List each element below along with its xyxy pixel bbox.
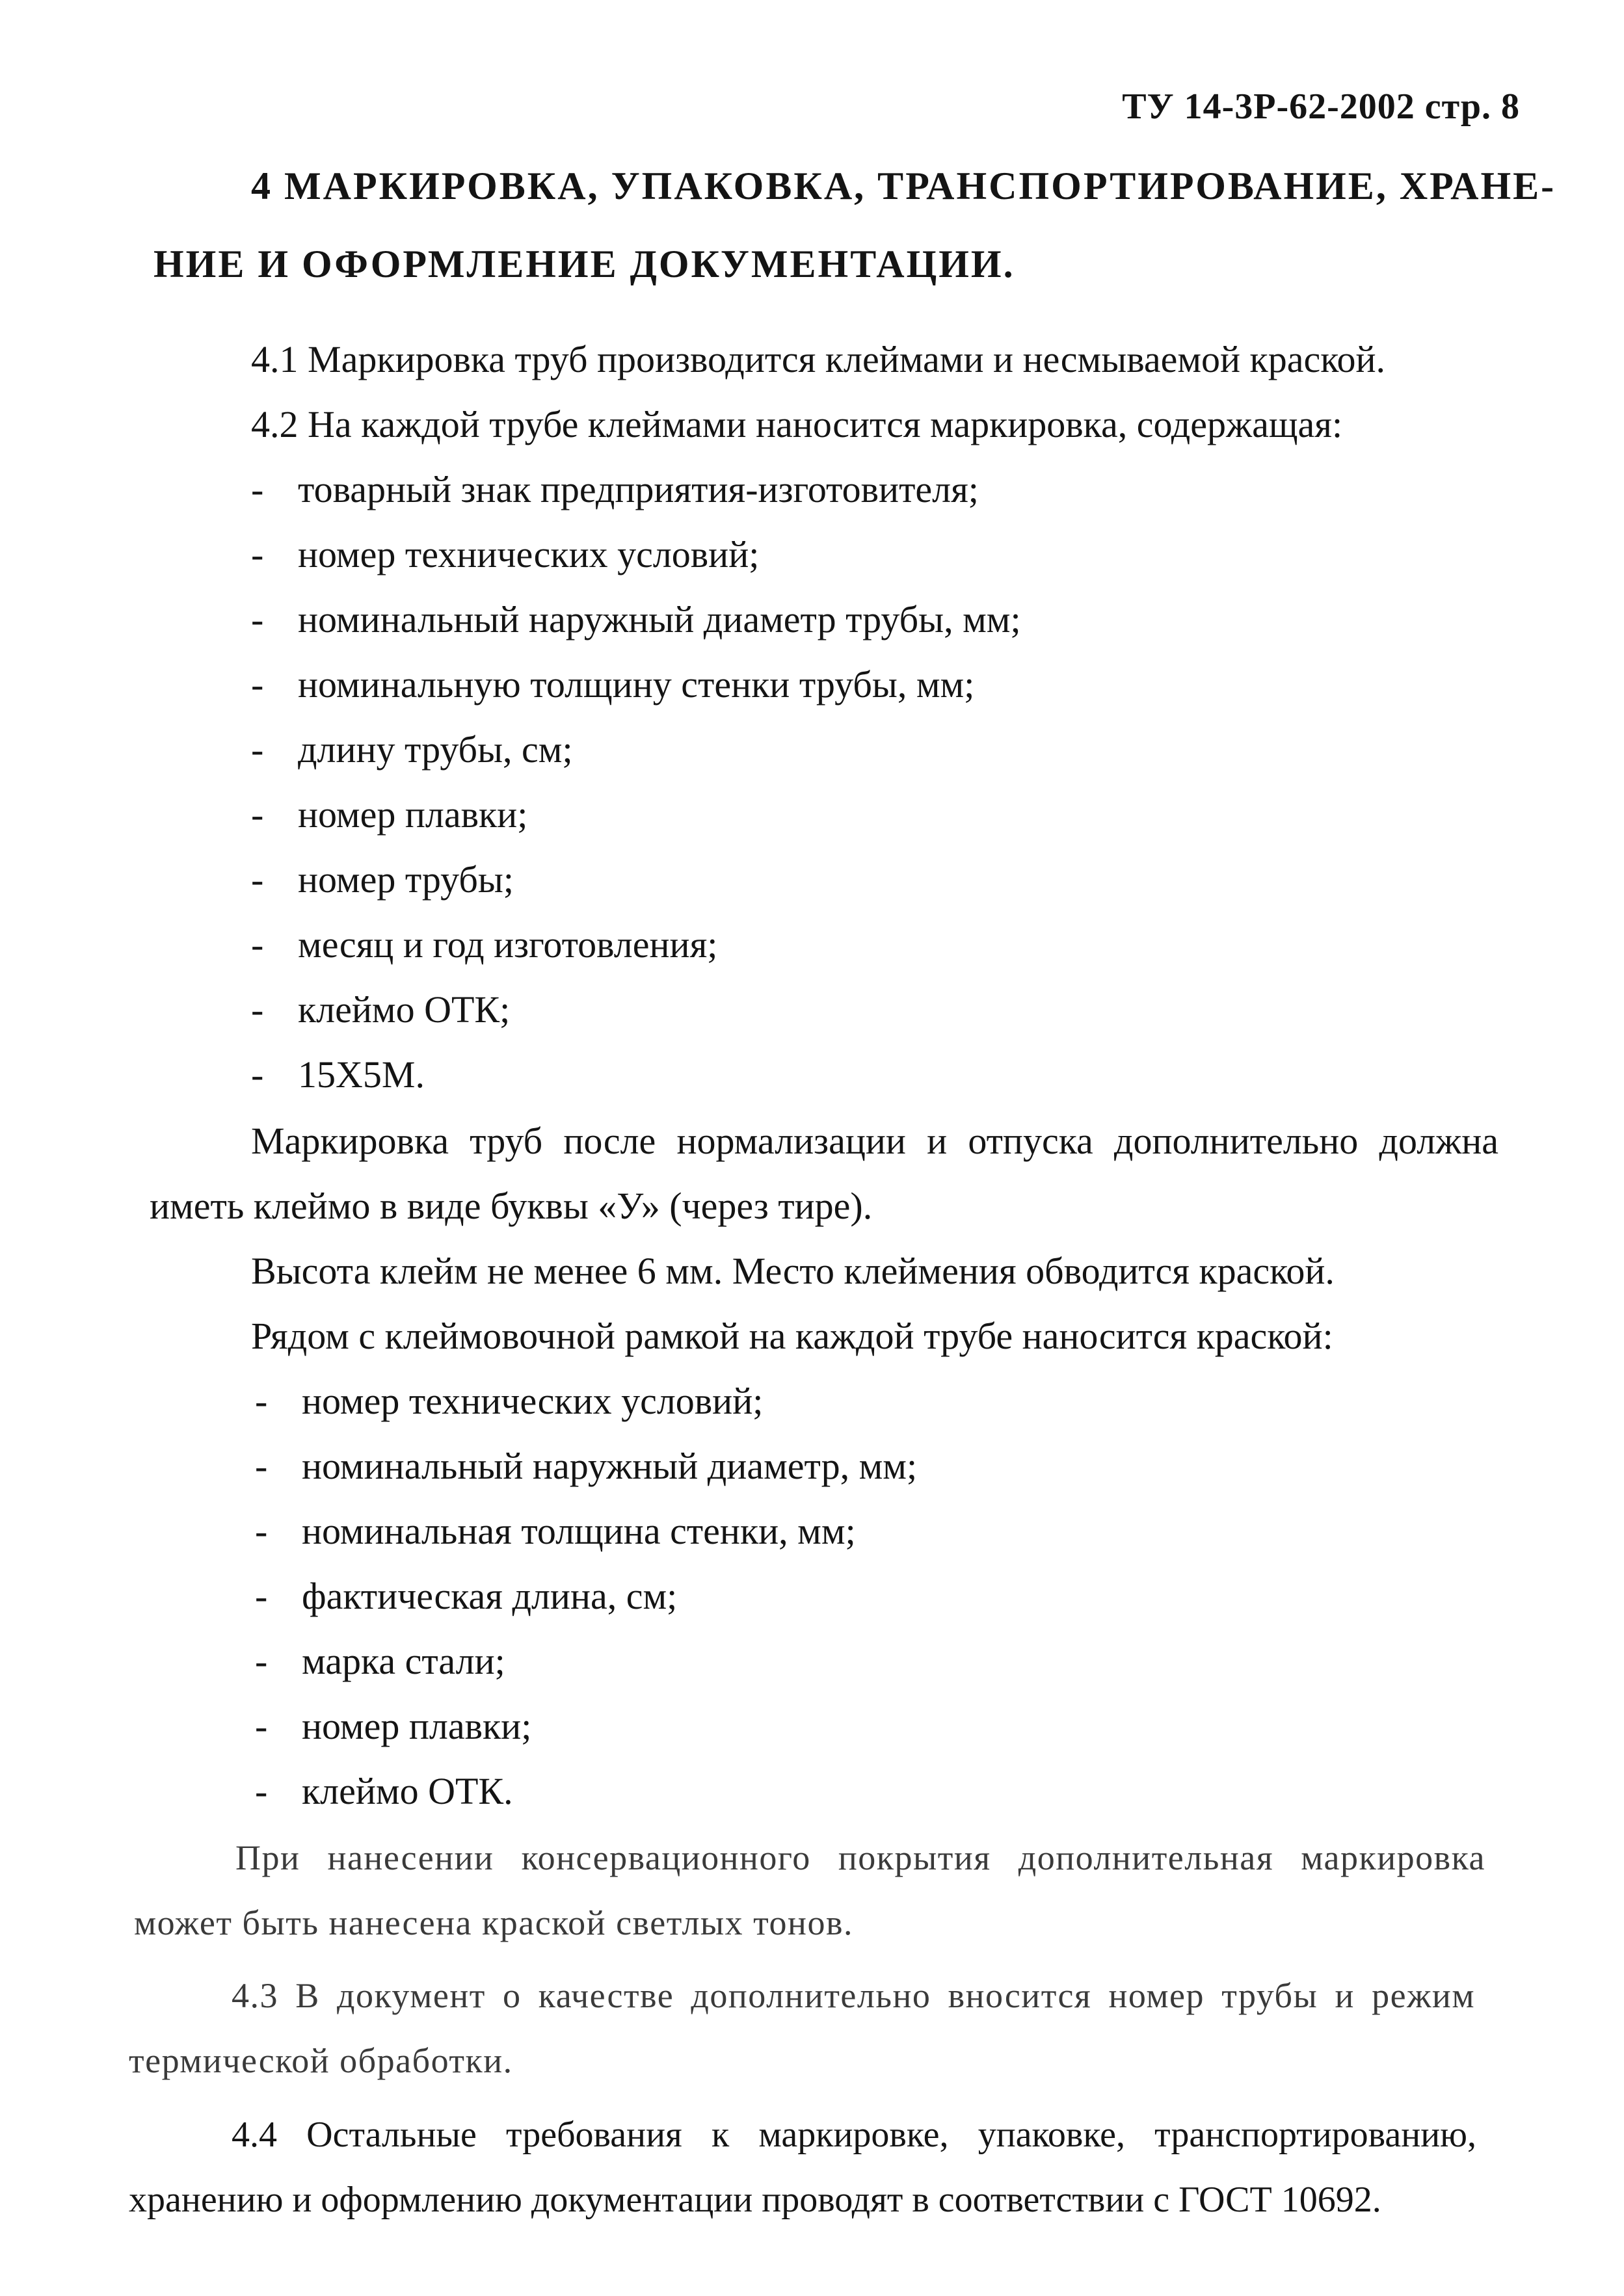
paragraph-conservation-line-2: может быть нанесена краской светлых тонов. bbox=[134, 1903, 853, 1942]
paragraph-normalization-line-1: Маркировка труб после нормализации и отпуска дополнительно должна bbox=[251, 1120, 1498, 1162]
paragraph-paint-marking: Рядом с клеймовочной рамкой на каждой трубе наносится краской: bbox=[251, 1315, 1333, 1357]
paragraph-4-4-line-2: хранению и оформлению документации проводят в соответствии с ГОСТ 10692. bbox=[129, 2180, 1381, 2220]
section-title-line-1: 4 МАРКИРОВКА, УПАКОВКА, ТРАНСПОРТИРОВАНИЕ, ХРАНЕ- bbox=[251, 165, 1556, 207]
paragraph-4-3-line-1: 4.3 В документ о качестве дополнительно вносится номер трубы и режим bbox=[232, 1976, 1475, 2015]
paragraph-4-2: 4.2 На каждой трубе клеймами наносится маркировка, содержащая: bbox=[251, 403, 1343, 445]
paragraph-conservation-line-1: При нанесении консервационного покрытия дополнительная маркировка bbox=[235, 1838, 1485, 1877]
document-page: ТУ 14-3Р-62-2002 стр. 8 4 МАРКИРОВКА, УПАКОВКА, ТРАНСПОРТИРОВАНИЕ, ХРАНЕ- НИЕ И ОФОРМЛЕНИЕ ДОКУМЕНТАЦИИ. 4.1 Маркировка труб производится клеймами и несмываемой краской. 4.2 На каждой трубе клеймами наносится маркировка, содержащая: - товарный знак предприятия-изготовителя; - номер технических условий; - номинальный наружный диаметр трубы, мм; - номинальную толщину стенки трубы, мм; - длину трубы, см; - номер плавки; - номер трубы; - месяц и год изготовления; - клеймо ОТК; - 15Х5М. Маркировка труб после нормализации и отпуска дополнительно должна иметь клеймо в виде буквы «У» (через тире). Высота клейм не менее 6 мм. Место клеймения обводится краской. Рядом с клеймовочной рамкой на каждой трубе наносится краской: - номер технических условий; - номинальный наружный диаметр, мм; - номинальная толщина стенки, мм; - фактическая длина, см; - марка стали; - номер плавки; - клеймо ОТК. При нанесении консервационного покрытия дополнительная маркировка может быть нанесена краской светлых тонов. 4.3 В документ о качестве дополнительно вносится номер трубы и режим термической обработки. 4.4 Остальные требования к маркировке, упаковке, транспортированию, хранению и оформлению документации проводят в соответствии с ГОСТ 10692. bbox=[0, 0, 1624, 2296]
paragraph-normalization-line-2: иметь клеймо в виде буквы «У» (через тире). bbox=[150, 1185, 873, 1227]
section-title-line-2: НИЕ И ОФОРМЛЕНИЕ ДОКУМЕНТАЦИИ. bbox=[153, 243, 1015, 285]
section-title bbox=[153, 147, 1556, 303]
paragraph-stamp-height: Высота клейм не менее 6 мм. Место клеймения обводится краской. bbox=[251, 1250, 1335, 1292]
paragraph-4-1: 4.1 Маркировка труб производится клеймами и несмываемой краской. bbox=[251, 338, 1385, 380]
page-reference: ТУ 14-3Р-62-2002 стр. 8 bbox=[1122, 86, 1520, 127]
paragraph-4-3-line-2: термической обработки. bbox=[129, 2041, 513, 2080]
paragraph-4-4-line-1: 4.4 Остальные требования к маркировке, упаковке, транспортированию, bbox=[232, 2115, 1476, 2155]
